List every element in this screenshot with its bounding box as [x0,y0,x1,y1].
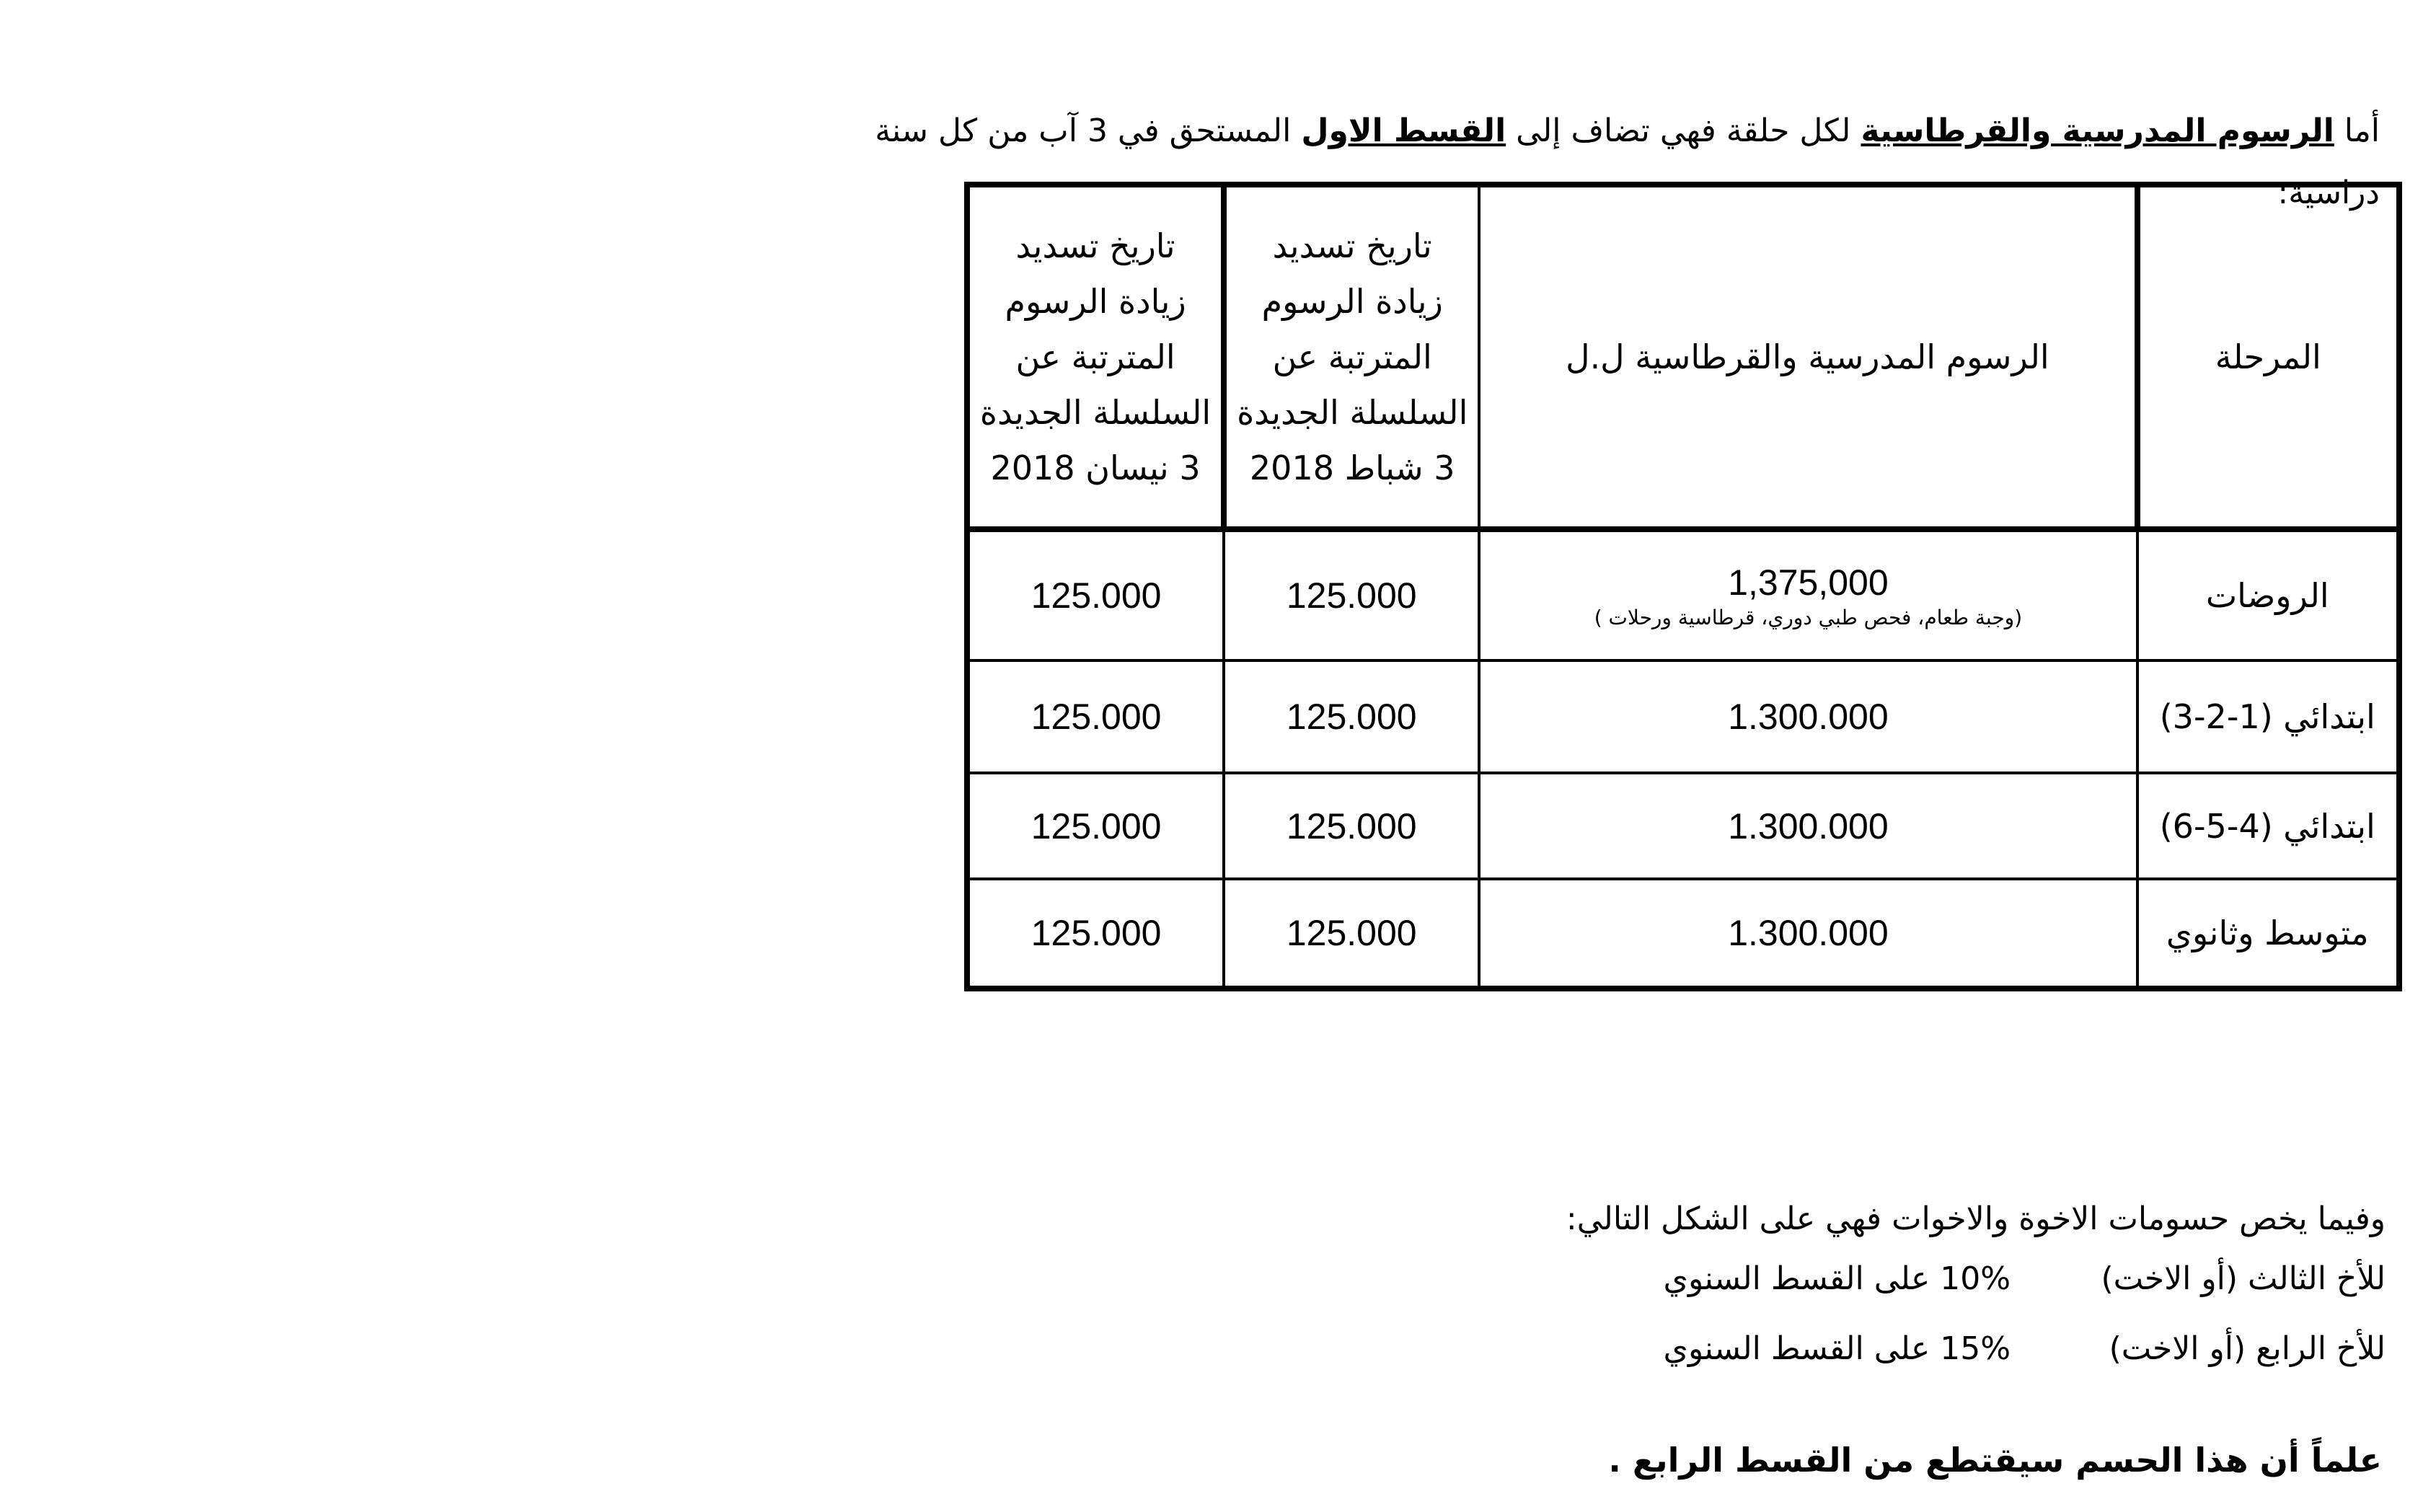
intro-prefix: أما [2334,112,2380,149]
intro-middle: لكل حلقة فهي تضاف إلى [1506,112,1861,149]
header-fees: الرسوم المدرسية والقرطاسية ل.ل [1479,185,2137,529]
stage-cell: ابتدائي (4-5-6) [2137,773,2399,879]
fees-note: (وجبة طعام، فحص طبي دوري، قرطاسية ورحلات ) [1594,606,2023,629]
discount-recipient: للأخ الرابع (أو الاخت) [2109,1330,2386,1367]
fees-table [964,182,2402,991]
header-stage: المرحلة [2137,185,2399,529]
feb-cell: 125.000 [1224,879,1479,989]
apr-cell: 125.000 [967,660,1224,773]
apr-cell: 125.000 [967,879,1224,989]
table-row [967,529,2399,660]
fees-cell: 1.300.000 [1479,773,2137,879]
discounts-title: وفيما يخص حسومات الاخوة والاخوات فهي على الشكل التالي: [1566,1201,2386,1237]
stage-cell: ابتدائي (1-2-3) [2137,660,2399,773]
final-note: علماً أن هذا الحسم سيقتطع من القسط الرابع . [1608,1441,2382,1480]
discount-row [1376,1260,2386,1304]
table-header-row [967,185,2399,529]
stage-cell: الروضات [2137,529,2399,660]
apr-cell: 125.000 [967,529,1224,660]
stage-cell: متوسط وثانوي [2137,879,2399,989]
table-row [967,773,2399,879]
table-row [967,879,2399,989]
intro-suffix: المستحق في 3 آب من كل سنة دراسية: [875,112,2380,211]
table-row [967,660,2399,773]
installment-term: القسط الاول [1301,112,1506,149]
feb-cell: 125.000 [1224,660,1479,773]
discount-rate: 10% على القسط السنوي [1663,1260,2011,1297]
header-date-apr: تاريخ تسديد زيادة الرسوم المترتبة عن السلسلة الجديدة 3 نيسان 2018 [967,185,1224,529]
fees-cell: 1.300.000 [1479,660,2137,773]
feb-cell: 125.000 [1224,529,1479,660]
fees-cell: 1.300.000 [1479,879,2137,989]
discount-rate: 15% على القسط السنوي [1663,1330,2011,1367]
feb-cell: 125.000 [1224,773,1479,879]
apr-cell: 125.000 [967,773,1224,879]
fees-amount: 1,375,000 [1728,562,1889,603]
fees-term: الرسوم المدرسية والقرطاسية [1861,112,2334,149]
discount-recipient: للأخ الثالث (أو الاخت) [2101,1260,2386,1297]
header-date-feb: تاريخ تسديد زيادة الرسوم المترتبة عن السلسلة الجديدة 3 شباط 2018 [1224,185,1479,529]
fees-cell [1479,529,2137,660]
discount-row [1376,1330,2386,1374]
